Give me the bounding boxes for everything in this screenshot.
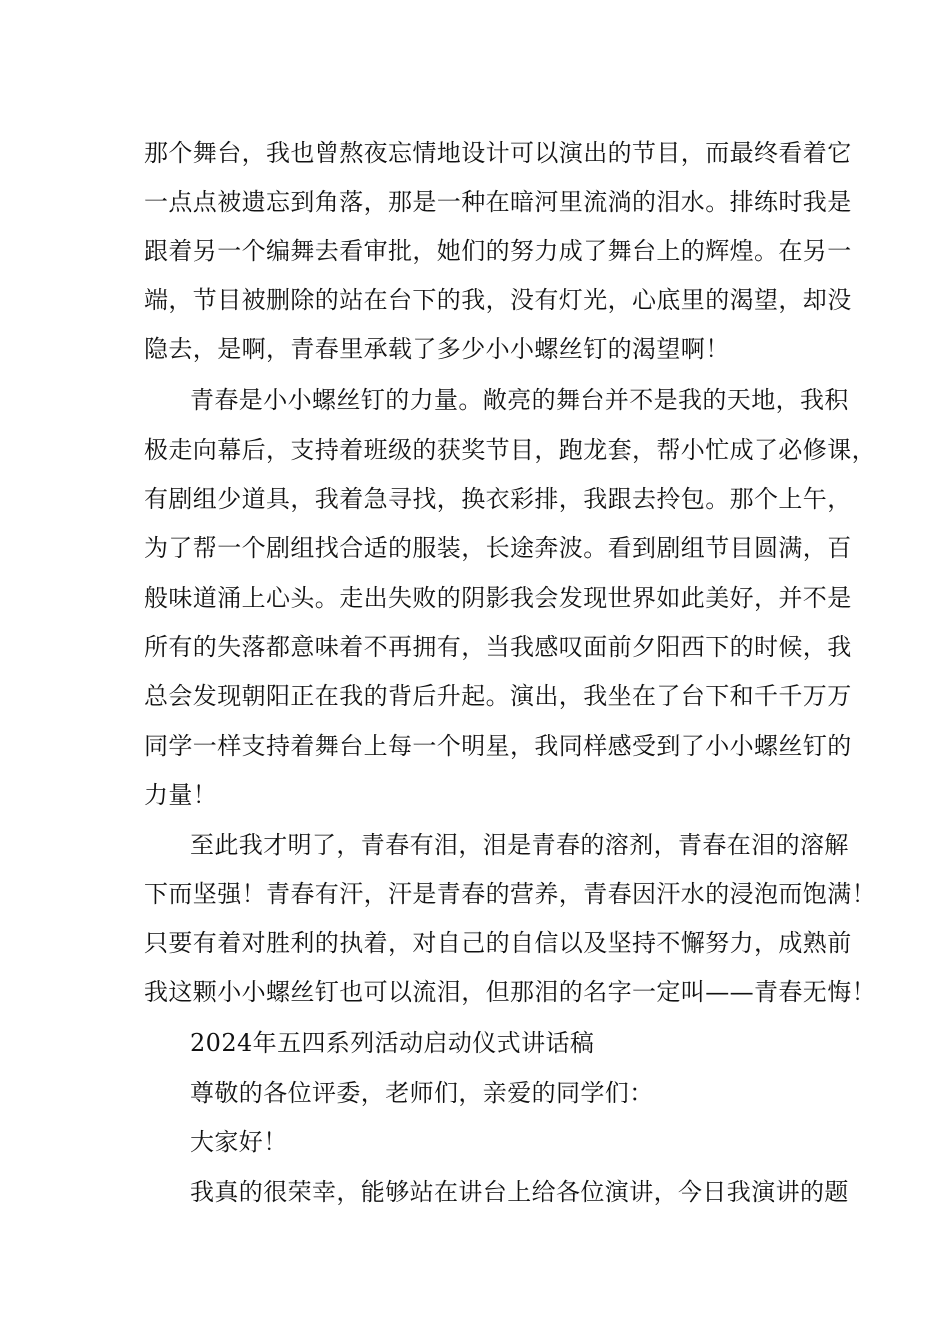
paragraph-line: 一点点被遗忘到角落，那是一种在暗河里流淌的泪水。排练时我是 (144, 188, 852, 216)
paragraph-line: 总会发现朝阳正在我的背后升起。演出，我坐在了台下和千千万万 (144, 682, 852, 710)
paragraph-line: 极走向幕后，支持着班级的获奖节目，跑龙套，帮小忙成了必修课， (144, 436, 876, 464)
paragraph-line: 有剧组少道具，我着急寻找，换衣彩排，我跟去拎包。那个上午， (144, 485, 852, 513)
paragraph-line: 般味道涌上心头。走出失败的阴影我会发现世界如此美好，并不是 (144, 584, 852, 612)
paragraph-line: 隐去，是啊，青春里承载了多少小小螺丝钉的渴望啊！ (144, 335, 730, 363)
paragraph-line: 下而坚强！青春有汗，汗是青春的营养，青春因汗水的浸泡而饱满！ (144, 880, 876, 908)
paragraph-line: 所有的失落都意味着不再拥有，当我感叹面前夕阳西下的时候，我 (144, 633, 852, 661)
paragraph-line: 我这颗小小螺丝钉也可以流泪，但那泪的名字一定叫——青春无悔！ (144, 978, 876, 1006)
paragraph-line: 至此我才明了，青春有泪，泪是青春的溶剂，青春在泪的溶解 (190, 831, 849, 859)
speech-greeting: 大家好！ (190, 1128, 288, 1156)
paragraph-line: 青春是小小螺丝钉的力量。敞亮的舞台并不是我的天地，我积 (190, 386, 849, 414)
paragraph-line: 端，节目被删除的站在台下的我，没有灯光，心底里的渴望，却没 (144, 286, 852, 314)
paragraph-line: 为了帮一个剧组找合适的服装，长途奔波。看到剧组节目圆满，百 (144, 534, 852, 562)
speech-title: 2024年五四系列活动启动仪式讲话稿 (190, 1029, 595, 1057)
paragraph-line: 那个舞台，我也曾熬夜忘情地设计可以演出的节目，而最终看着它 (144, 139, 852, 167)
speech-salutation: 尊敬的各位评委，老师们，亲爱的同学们： (190, 1079, 654, 1107)
speech-opening-line: 我真的很荣幸，能够站在讲台上给各位演讲，今日我演讲的题 (190, 1178, 849, 1206)
paragraph-line: 跟着另一个编舞去看审批，她们的努力成了舞台上的辉煌。在另一 (144, 237, 852, 265)
paragraph-line: 只要有着对胜利的执着，对自己的自信以及坚持不懈努力，成熟前 (144, 929, 852, 957)
paragraph-line: 同学一样支持着舞台上每一个明星，我同样感受到了小小螺丝钉的 (144, 732, 852, 760)
paragraph-line: 力量！ (144, 781, 218, 809)
